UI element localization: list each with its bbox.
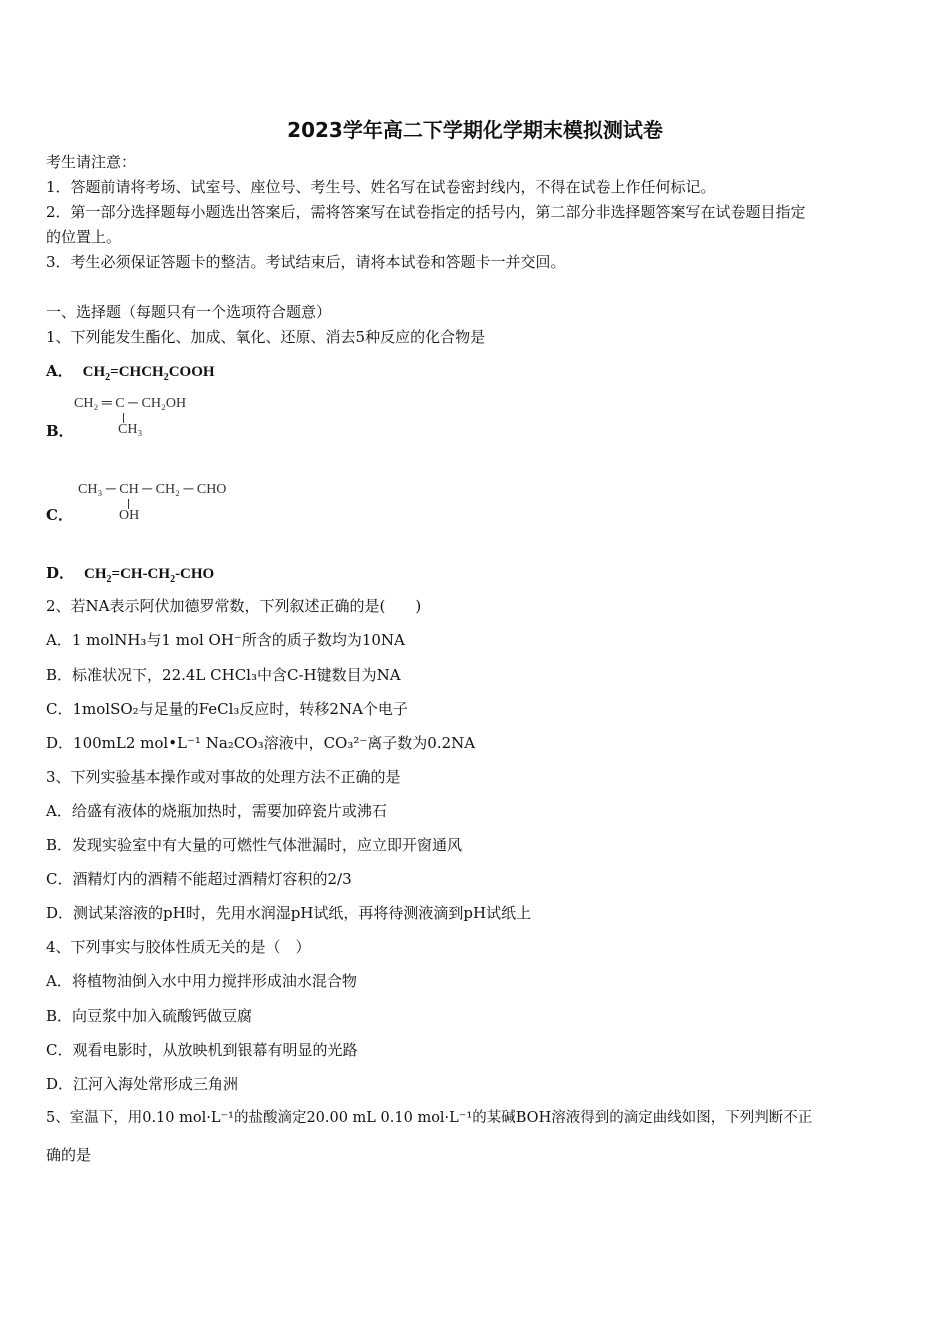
q1-option-c-structure (78, 482, 226, 524)
q1-option-d-formula: $CH_2=CH-CH_2$-CHO (84, 566, 215, 585)
q1-option-a-formula: $CH_2=CHCH_2COOH$ (82, 364, 215, 383)
q1-option-a-label: A． (46, 362, 73, 380)
q4-option-c: C．观看电影时，从放映机到银幕有明显的光路 (46, 1041, 358, 1059)
q3-option-b: B．发现实验室中有大量的可燃性气体泄漏时，应立即开窗通风 (46, 836, 463, 854)
q1-option-d-label: D． (46, 564, 75, 582)
q4-option-d: D．江河入海处常形成三角洲 (46, 1075, 239, 1093)
notice-item-1: 1．答题前请将考场、试室号、座位号、考生号、姓名写在试卷密封线内，不得在试卷上作任何标记。 (46, 178, 716, 196)
q3-stem: 3、下列实验基本操作或对事故的处理方法不正确的是 (46, 768, 401, 786)
q1-b-structure-main-chain: CH₂ ═ C ─ CH₂OH (74, 396, 187, 411)
q5-stem-line2: 确的是 (46, 1146, 92, 1164)
q2-option-b: B．标准状况下，22.4L CHCl₃中含C-H键数目为NA (46, 666, 401, 684)
q5-stem-line1: 5、室温下，用0.10 mol·L⁻¹的盐酸滴定20.00 mL 0.10 mol·L⁻¹的某碱BOH溶液得到的滴定曲线如图，下列判断不正 (46, 1110, 813, 1126)
q1-b-bond (74, 412, 186, 422)
q1-option-c-label: C． (46, 506, 73, 524)
q1-option-a (46, 361, 215, 382)
q1-option-b-label: B． (46, 422, 74, 440)
notice-item-2: 2．第一部分选择题每小题选出答案后，需将答案写在试卷指定的括号内，第二部分非选择题答案写在试卷题目指定 (46, 203, 806, 221)
q2-stem: 2、若NA表示阿伏加德罗常数，下列叙述正确的是( ) (46, 597, 422, 615)
q1-c-structure-branch: OH (119, 508, 140, 523)
q2-option-c: C．1molSO₂与足量的FeCl₃反应时，转移2NA个电子 (46, 700, 408, 718)
q1-stem: 1、下列能发生酯化、加成、氧化、还原、消去5种反应的化合物是 (46, 328, 486, 346)
q4-option-a: A．将植物油倒入水中用力搅拌形成油水混合物 (46, 972, 357, 990)
q2-option-a: A．1 molNH₃与1 mol OH⁻所含的质子数均为10NA (46, 631, 405, 649)
q1-c-structure-main-chain: CH₃ ─ CH ─ CH₂ ─ CHO (78, 482, 227, 497)
q1-b-structure-branch: CH₃ (118, 422, 143, 437)
notice-item-3: 3．考生必须保证答题卡的整洁。考试结束后，请将本试卷和答题卡一并交回。 (46, 253, 566, 271)
q1-option-d (46, 563, 214, 584)
q1-option-b-structure (74, 396, 186, 438)
q3-option-d: D．测试某溶液的pH时，先用水润湿pH试纸，再将待测液滴到pH试纸上 (46, 904, 532, 922)
q2-option-d: D．100mL2 mol•L⁻¹ Na₂CO₃溶液中，CO₃²⁻离子数为0.2NA (46, 734, 476, 752)
section-heading: 一、选择题（每题只有一个选项符合题意） (46, 303, 332, 321)
notice-heading: 考生请注意： (46, 153, 137, 171)
q4-stem: 4、下列事实与胶体性质无关的是（ ） (46, 938, 311, 956)
q1-c-bond (78, 498, 226, 508)
q3-option-c: C．酒精灯内的酒精不能超过酒精灯容积的2/3 (46, 870, 352, 888)
page-title: 2023学年高二下学期化学期末模拟测试卷 (287, 118, 663, 142)
q4-option-b: B．向豆浆中加入硫酸钙做豆腐 (46, 1007, 253, 1025)
notice-item-2-cont: 的位置上。 (46, 228, 122, 246)
q3-option-a: A．给盛有液体的烧瓶加热时，需要加碎瓷片或沸石 (46, 802, 387, 820)
